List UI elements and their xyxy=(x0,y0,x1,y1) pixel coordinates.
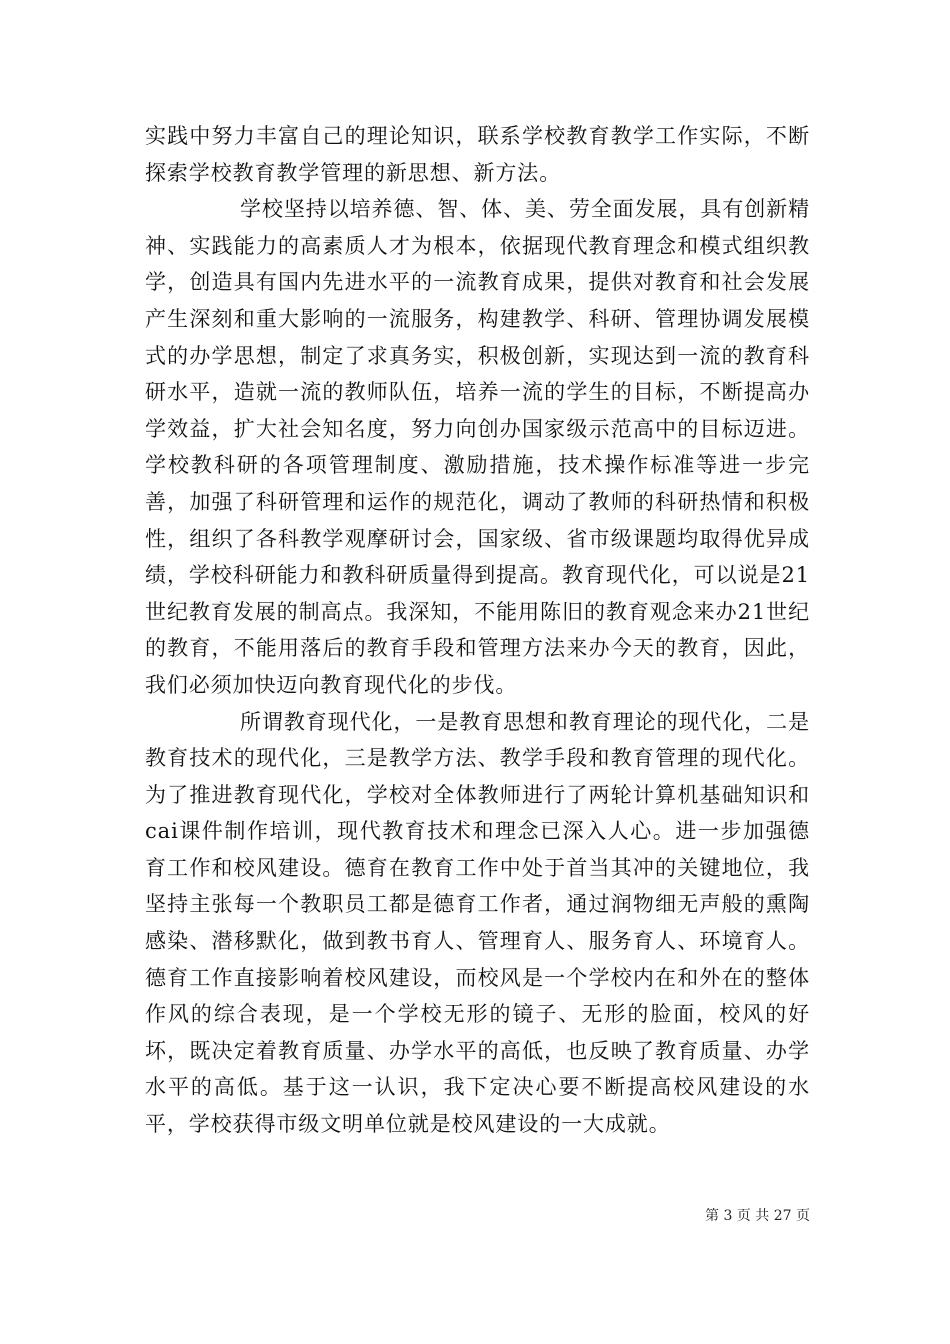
paragraph-3: 所谓教育现代化，一是教育思想和教育理论的现代化，二是教育技术的现代化，三是教学方法、教学手段和教育管理的现代化。为了推进教育现代化，学校对全体教师进行了两轮计算机基础知识和cai课件制作培训，现代教育技术和理念已深入人心。进一步加强德育工作和校风建设。德育在教育工作中处于首当其冲的关键地位，我坚持主张每一个教职员工都是德育工作者，通过润物细无声般的熏陶感染、潜移默化，做到教书育人、管理育人、服务育人、环境育人。德育工作直接影响着校风建设，而校风是一个学校内在和外在的整体作风的综合表现，是一个学校无形的镜子、无形的脸面，校风的好坏，既决定着教育质量、办学水平的高低，也反映了教育质量、办学水平的高低。基于这一认识，我下定决心要不断提高校风建设的水平，学校获得市级文明单位就是校风建设的一大成就。 xyxy=(145,709,810,1137)
paragraph-2: 学校坚持以培养德、智、体、美、劳全面发展，具有创新精神、实践能力的高素质人才为根本，依据现代教育理念和模式组织教学，创造具有国内先进水平的一流教育成果，提供对教育和社会发展产生深刻和重大影响的一流服务，构建教学、科研、管理协调发展模式的办学思想，制定了求真务实，积极创新，实现达到一流的教育科研水平，造就一流的教师队伍，培养一流的学生的目标，不断提高办学效益，扩大社会知名度，努力向创办国家级示范高中的目标迈进。学校教科研的各项管理制度、激励措施，技术操作标准等进一步完善，加强了科研管理和运作的规范化，调动了教师的科研热情和积极性，组织了各科教学观摩研讨会，国家级、省市级课题均取得优异成绩，学校科研能力和教科研质量得到提高。教育现代化，可以说是21世纪教育发展的制高点。我深知，不能用陈旧的教育观念来办21世纪的教育，不能用落后的教育手段和管理方法来办今天的教育，因此，我们必须加快迈向教育现代化的步伐。 xyxy=(145,197,810,697)
page-number-footer: 第 3 页 共 27 页 xyxy=(705,1208,810,1224)
paragraph-1: 实践中努力丰富自己的理论知识，联系学校教育教学工作实际，不断探索学校教育教学管理的新思想、新方法。 xyxy=(145,124,810,185)
document-body xyxy=(145,118,810,1143)
